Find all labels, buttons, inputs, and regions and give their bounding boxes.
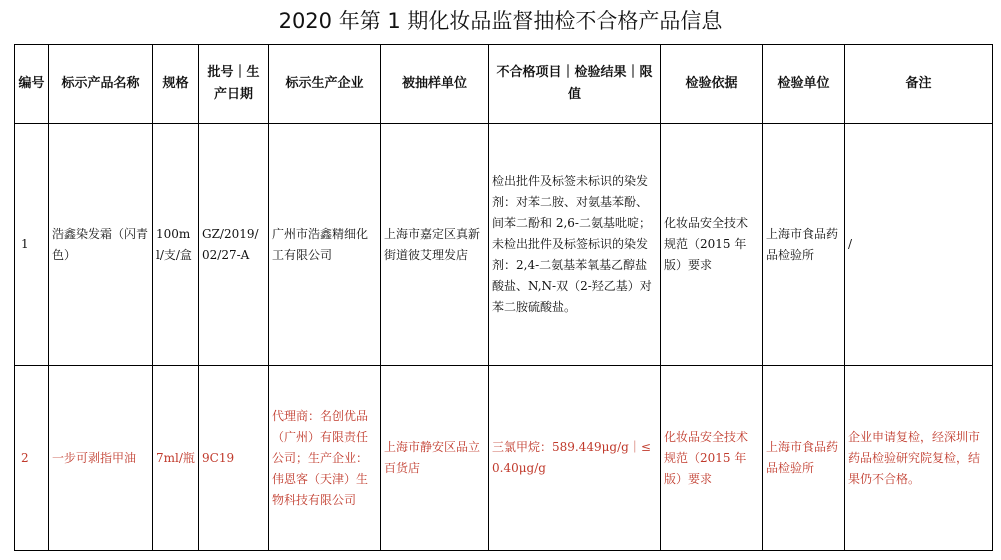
cell-sampled: 上海市嘉定区真新街道彼艾理发店 [381,124,489,366]
table-row [15,124,993,366]
header-no: 编号 [15,45,49,124]
header-name: 标示产品名称 [49,45,153,124]
cell-batch: 9C19 [199,366,269,551]
cell-sampled: 上海市静安区品立百货店 [381,366,489,551]
inspection-table [14,44,993,551]
table-row [15,366,993,551]
header-maker: 标示生产企业 [269,45,381,124]
page-title: 2020 年第 1 期化妆品监督抽检不合格产品信息 [278,9,723,33]
cell-name: 一步可剥指甲油 [49,366,153,551]
cell-batch: GZ/2019/02/27-A [199,124,269,366]
header-lab: 检验单位 [763,45,845,124]
cell-remark: 企业申请复检，经深圳市药品检验研究院复检，结果仍不合格。 [845,366,993,551]
cell-basis: 化妆品安全技术规范（2015 年版）要求 [661,366,763,551]
cell-failed: 检出批件及标签未标识的染发剂：对苯二胺、对氨基苯酚、间苯二酚和 2,6-二氨基吡啶；未检出批件及标签标识的染发剂：2,4-二氨基苯氧基乙醇盐酸盐、N,N-双（2-羟乙基）对苯二胺硫酸盐。 [489,124,661,366]
cell-spec: 100ml/支/盒 [153,124,199,366]
cell-no: 1 [15,124,49,366]
header-sampled: 被抽样单位 [381,45,489,124]
header-basis: 检验依据 [661,45,763,124]
header-batch: 批号｜生产日期 [199,45,269,124]
header-failed: 不合格项目｜检验结果｜限值 [489,45,661,124]
cell-failed: 三氯甲烷：589.449μg/g｜≤0.40μg/g [489,366,661,551]
cell-lab: 上海市食品药品检验所 [763,124,845,366]
cell-basis: 化妆品安全技术规范（2015 年版）要求 [661,124,763,366]
cell-remark: / [845,124,993,366]
cell-name: 浩鑫染发霜（闪青色） [49,124,153,366]
cell-no: 2 [15,366,49,551]
cell-maker: 广州市浩鑫精细化工有限公司 [269,124,381,366]
cell-lab: 上海市食品药品检验所 [763,366,845,551]
cell-spec: 7ml/瓶 [153,366,199,551]
header-row [15,45,993,124]
header-remark: 备注 [845,45,993,124]
cell-maker: 代理商：名创优品（广州）有限责任公司；生产企业：伟恩客（天津）生物科技有限公司 [269,366,381,551]
header-spec: 规格 [153,45,199,124]
